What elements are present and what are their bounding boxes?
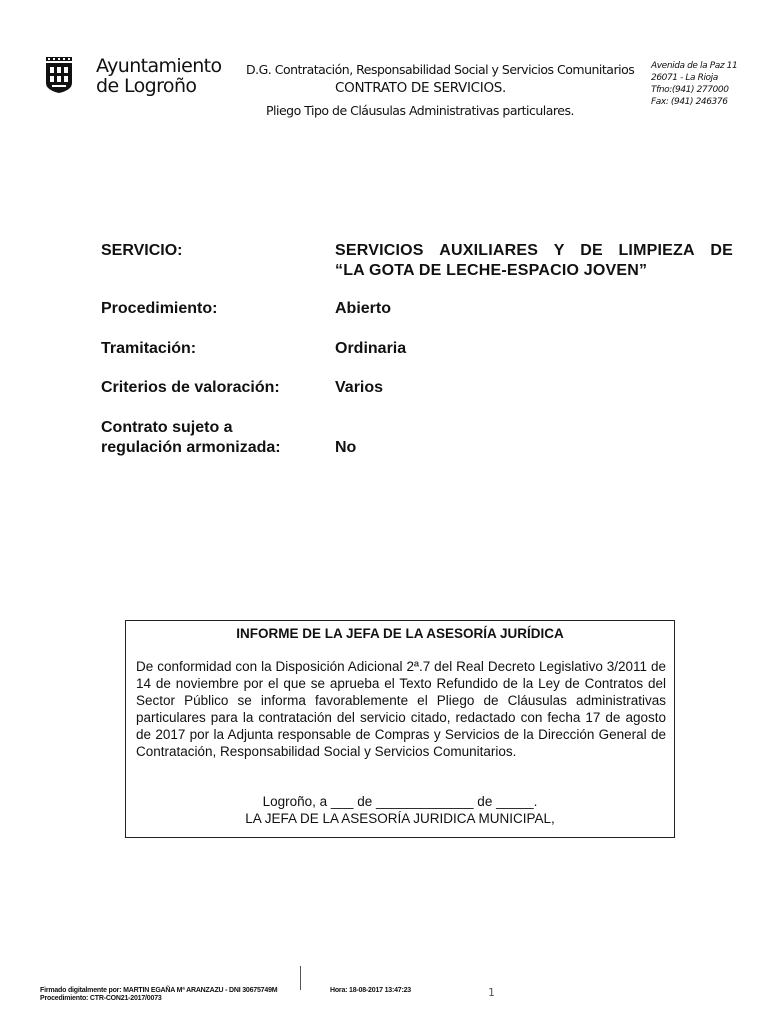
service-label: SERVICIO: [101,242,183,259]
service-word: DE [710,242,733,259]
harmonized-label-line2: regulación armonizada: [101,439,281,456]
pliego-subtitle: Pliego Tipo de Cláusulas Administrativas particulares. [266,103,574,118]
report-date-line: Logroño, a ___ de _____________ de _____. [262,794,538,809]
organization-name-line2: de Logroño [96,75,197,97]
service-word: DE [580,242,603,259]
address-block [651,60,737,108]
signature-time-text: Hora: 18-08-2017 13:47:23 [330,987,411,994]
service-word: AUXILIARES [439,242,539,259]
footer-divider [300,966,301,990]
address-phone: Tfno:(941) 277000 [651,85,729,95]
service-value [335,241,733,281]
report-title: INFORME DE LA JEFA DE LA ASESORÍA JURÍDICA [236,626,564,641]
service-word: LIMPIEZA [618,242,695,259]
service-word: SERVICIOS [335,242,424,259]
address-city: 26071 - La Rioja [651,73,718,83]
harmonized-label-line1: Contrato sujeto a [101,419,233,436]
address-fax: Fax: (941) 246376 [651,97,728,107]
service-value-line2: “LA GOTA DE LECHE-ESPACIO JOVEN” [335,262,648,279]
report-body: De conformidad con la Disposición Adicional 2ª.7 del Real Decreto Legislativo 3/2011 de 14 de noviembre por el que se aprueba el Texto Refundido de la Ley de Contratos del Sector Público se informa favorablemente el Pliego de Cláusulas administrativas particulares para la contratación del servicio citado, redactado con fecha 17 de agosto de 2017 por la Adjunta responsable de Compras y Servicios de la Dirección General de Contratación, Responsabilidad Social y Servicios Comunitarios. [136,659,666,759]
harmonized-value: No [335,439,357,456]
procedure-code-text: Procedimiento: CTR-CON21-2017/0073 [40,995,162,1002]
city-coat-of-arms-icon [44,57,74,93]
processing-label: Tramitación: [101,340,197,357]
procedure-label: Procedimiento: [101,300,218,317]
report-signature-line: LA JEFA DE LA ASESORÍA JURIDICA MUNICIPAL, [245,811,555,826]
processing-value: Ordinaria [335,340,407,357]
contract-title: CONTRATO DE SERVICIOS. [335,80,507,96]
service-word: Y [553,242,565,259]
digital-signature-text: Firmado digitalmente por: MARTIN EGAÑA Mª ARANZAZU - DNI 30675749M [40,987,278,994]
procedure-value: Abierto [335,300,391,317]
address-street: Avenida de la Paz 11 [651,61,738,71]
department-name: D.G. Contratación, Responsabilidad Social y Servicios Comunitarios [246,62,635,77]
page-number: 1 [488,986,495,999]
organization-name [96,56,222,96]
service-value-line1 [335,241,733,261]
criteria-label: Criterios de valoración: [101,379,280,396]
harmonized-label [101,418,281,458]
organization-name-line1: Ayuntamiento [96,55,222,77]
criteria-value: Varios [335,379,384,396]
legal-report-box [125,620,675,838]
